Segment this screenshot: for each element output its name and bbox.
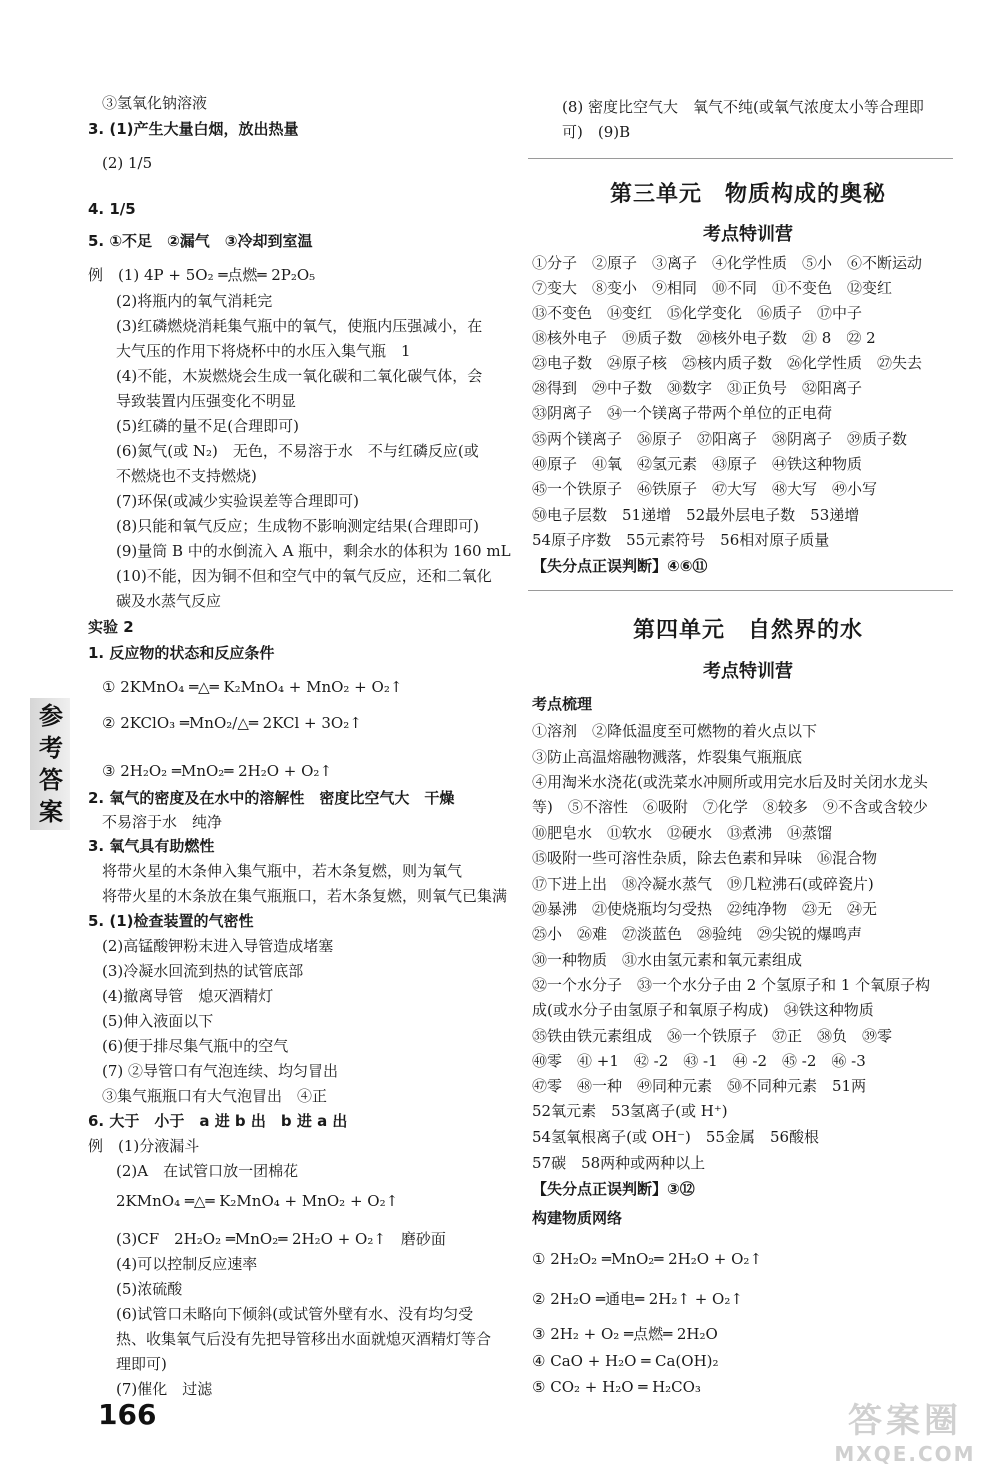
answer-line: 将带火星的木条放在集气瓶瓶口，若木条复燃，则氧气已集满 xyxy=(102,887,508,905)
answer-line: 1. 反应物的状态和反应条件 xyxy=(88,644,275,662)
answer-line: 3. 氧气具有助燃性 xyxy=(88,837,215,855)
section-divider xyxy=(528,590,953,591)
answer-line: ③防止高温熔融物溅落，炸裂集气瓶瓶底 xyxy=(532,748,803,766)
answer-line: (10)不能，因为铜不但和空气中的氧气反应，还和二氧化 xyxy=(116,567,492,585)
answer-line: 等) ⑤不溶性 ⑥吸附 ⑦化学 ⑧较多 ⑨不含或含较少 xyxy=(532,798,928,816)
answer-line: ㉘得到 ㉙中子数 ㉚数字 ㉛正负号 ㉜阳离子 xyxy=(532,379,863,397)
answer-line: 不易溶于水 纯净 xyxy=(102,813,223,831)
answer-line: ㉟铁由铁元素组成 ㊱一个铁原子 ㊲正 ㊳负 ㊴零 xyxy=(532,1027,893,1045)
equation-line: ③ 2H₂ + O₂ ═点燃═ 2H₂O xyxy=(532,1325,718,1343)
answer-line: 例 (1) 4P + 5O₂ ═点燃═ 2P₂O₅ xyxy=(88,266,316,284)
answer-line: ㊿电子层数 51递增 52最外层电子数 53递增 xyxy=(532,506,860,524)
equation-line: ① 2KMnO₄ ═△═ K₂MnO₄ + MnO₂ + O₂↑ xyxy=(102,678,403,696)
answer-line: ③氢氧化钠溶液 xyxy=(102,94,208,112)
equation-line: ② 2KClO₃ ═MnO₂/△═ 2KCl + 3O₂↑ xyxy=(102,714,362,732)
answer-line: 54原子序数 55元素符号 56相对原子质量 xyxy=(532,531,830,549)
watermark-url: MXQE.COM xyxy=(834,1442,976,1466)
equation-line: ⑤ CO₂ + H₂O ═ H₂CO₃ xyxy=(532,1378,701,1396)
answer-line: (2)将瓶内的氧气消耗完 xyxy=(116,292,273,310)
answer-line: ㉝阴离子 ㉞一个镁离子带两个单位的正电荷 xyxy=(532,404,833,422)
answer-line: ㉕小 ㉖难 ㉗淡蓝色 ㉘验纯 ㉙尖锐的爆鸣声 xyxy=(532,925,863,943)
answer-line: (5)浓硫酸 xyxy=(116,1280,183,1298)
answer-line: ⑬不变色 ⑭变红 ⑮化学变化 ⑯质子 ⑰中子 xyxy=(532,304,863,322)
answer-line: (4)可以控制反应速率 xyxy=(116,1255,258,1273)
answer-line: ㊺一个铁原子 ㊻铁原子 ㊼大写 ㊽大写 ㊾小写 xyxy=(532,480,878,498)
equation-line: 2KMnO₄ ═△═ K₂MnO₄ + MnO₂ + O₂↑ xyxy=(116,1192,399,1210)
error-judgment-line: 【失分点正误判断】③⑫ xyxy=(532,1180,695,1198)
answer-line: ⑩肥皂水 ⑪软水 ⑫硬水 ⑬煮沸 ⑭蒸馏 xyxy=(532,824,833,842)
page-number: 166 xyxy=(98,1398,157,1431)
answer-line: 3. (1)产生大量白烟，放出热量 xyxy=(88,120,299,138)
answer-line: (7)环保(或减少实验误差等合理即可) xyxy=(116,492,359,510)
answer-line: (2)A 在试管口放一团棉花 xyxy=(116,1162,299,1180)
answer-line: ①分子 ②原子 ③离子 ④化学性质 ⑤小 ⑥不断运动 xyxy=(532,254,923,272)
section-heading: 考点梳理 xyxy=(532,695,593,713)
equation-line: ① 2H₂O₂ ═MnO₂═ 2H₂O + O₂↑ xyxy=(532,1250,763,1268)
answer-line: ⑳暴沸 ㉑使烧瓶均匀受热 ㉒纯净物 ㉓无 ㉔无 xyxy=(532,900,878,918)
answer-line: ㉓电子数 ㉔原子核 ㉕核内质子数 ㉖化学性质 ㉗失去 xyxy=(532,354,923,372)
answer-line: 可) (9)B xyxy=(562,123,631,141)
answer-line: (4)撤离导管 熄灭酒精灯 xyxy=(102,987,274,1005)
answer-line: ⑦变大 ⑧变小 ⑨相同 ⑩不同 ⑪不变色 ⑫变红 xyxy=(532,279,893,297)
answer-line: (8) 密度比空气大 氧气不纯(或氧气浓度太小等合理即 xyxy=(562,98,924,116)
side-tab-char: 案 xyxy=(39,798,63,826)
answer-line: ㊵原子 ㊶氧 ㊷氢元素 ㊸原子 ㊹铁这种物质 xyxy=(532,455,863,473)
answer-line: ⑰下进上出 ⑱冷凝水蒸气 ⑲几粒沸石(或碎瓷片) xyxy=(532,875,874,893)
equation-line: ④ CaO + H₂O ═ Ca(OH)₂ xyxy=(532,1352,719,1370)
answer-line: (5)红磷的量不足(合理即可) xyxy=(116,417,299,435)
answer-line: 例 (1)分液漏斗 xyxy=(88,1137,200,1155)
answer-line: (7) ②导管口有气泡连续、均匀冒出 xyxy=(102,1062,339,1080)
section-heading: 构建物质网络 xyxy=(532,1209,623,1227)
answer-line: 不燃烧也不支持燃烧) xyxy=(116,467,257,485)
answer-line: 成(或水分子由氢原子和氧原子构成) ㉞铁这种物质 xyxy=(532,1001,874,1019)
answer-line: 5. ①不足 ②漏气 ③冷却到室温 xyxy=(88,232,313,250)
answer-line: ⑮吸附一些可溶性杂质，除去色素和异味 ⑯混合物 xyxy=(532,849,878,867)
watermark-text: 答案圈 xyxy=(848,1401,962,1441)
answer-line: ㊼零 ㊽一种 ㊾同种元素 ㊿不同种元素 51两 xyxy=(532,1077,867,1095)
answer-line: 导致装置内压强变化不明显 xyxy=(116,392,297,410)
answer-line: (4)不能，木炭燃烧会生成一氧化碳和二氧化碳气体，会 xyxy=(116,367,483,385)
side-tab-char: 考 xyxy=(39,734,63,762)
answer-line: (2)高锰酸钾粉末进入导管造成堵塞 xyxy=(102,937,334,955)
answer-line: (8)只能和氧气反应；生成物不影响测定结果(合理即可) xyxy=(116,517,479,535)
answer-line: ①溶剂 ②降低温度至可燃物的着火点以下 xyxy=(532,722,818,740)
answer-line: (6)试管口未略向下倾斜(或试管外壁有水、没有均匀受 xyxy=(116,1305,474,1323)
side-tab-char: 答 xyxy=(39,766,63,794)
answer-line: (6)便于排尽集气瓶中的空气 xyxy=(102,1037,289,1055)
answer-line: ㉚一种物质 ㉛水由氢元素和氧元素组成 xyxy=(532,951,803,969)
answer-line: ㉜一个水分子 ㉝一个水分子由 2 个氢原子和 1 个氧原子构 xyxy=(532,976,931,994)
unit3-title: 第三单元 物质构成的奥秘 xyxy=(609,182,886,207)
answer-line: ④用淘米水浇花(或洗菜水冲厕所或用完水后及时关闭水龙头 xyxy=(532,773,928,791)
answer-line: 6. 大于 小于 a 进 b 出 b 进 a 出 xyxy=(88,1112,348,1130)
answer-line: (3)红磷燃烧消耗集气瓶中的氧气，使瓶内压强减小，在 xyxy=(116,317,483,335)
answer-line: (9)量筒 B 中的水倒流入 A 瓶中，剩余水的体积为 160 mL xyxy=(116,542,511,560)
answer-line: 54氢氧根离子(或 OH⁻) 55金属 56酸根 xyxy=(532,1128,820,1146)
answer-line: (7)催化 过滤 xyxy=(116,1380,213,1398)
unit3-subtitle: 考点特训营 xyxy=(703,224,793,245)
answer-line: 5. (1)检查装置的气密性 xyxy=(88,912,254,930)
answer-line: 2. 氧气的密度及在水中的溶解性 密度比空气大 干燥 xyxy=(88,789,455,807)
answer-line: 4. 1/5 xyxy=(88,200,136,218)
equation-line: ③ 2H₂O₂ ═MnO₂═ 2H₂O + O₂↑ xyxy=(102,762,333,780)
section-divider xyxy=(528,158,953,159)
section-heading: 实验 2 xyxy=(88,618,134,636)
answer-line: (3)冷凝水回流到热的试管底部 xyxy=(102,962,304,980)
answer-line: ㊵零 ㊶ +1 ㊷ -2 ㊸ -1 ㊹ -2 ㊺ -2 ㊻ -3 xyxy=(532,1052,866,1070)
equation-line: (3)CF 2H₂O₂ ═MnO₂═ 2H₂O + O₂↑ 磨砂面 xyxy=(116,1230,446,1248)
side-tab-char: 参 xyxy=(39,702,63,730)
unit4-subtitle: 考点特训营 xyxy=(703,661,793,682)
answer-line: 热、收集氧气后没有先把导管移出水面就熄灭酒精灯等合 xyxy=(116,1330,492,1348)
answer-line: ⑱核外电子 ⑲质子数 ⑳核外电子数 ㉑ 8 ㉒ 2 xyxy=(532,329,876,347)
answer-line: (5)伸入液面以下 xyxy=(102,1012,214,1030)
error-judgment-line: 【失分点正误判断】④⑥⑪ xyxy=(532,557,708,575)
answer-line: (2) 1/5 xyxy=(102,154,153,172)
watermark-logo xyxy=(820,1400,990,1474)
answer-line: (6)氮气(或 N₂) 无色，不易溶于水 不与红磷反应(或 xyxy=(116,442,479,460)
answer-line: ㉟两个镁离子 ㊱原子 ㊲阳离子 ㊳阴离子 ㊴质子数 xyxy=(532,430,908,448)
answer-line: 将带火星的木条伸入集气瓶中，若木条复燃，则为氧气 xyxy=(102,862,463,880)
answer-line: ③集气瓶瓶口有大气泡冒出 ④正 xyxy=(102,1087,328,1105)
answer-line: 57碳 58两种或两种以上 xyxy=(532,1154,706,1172)
answer-line: 碳及水蒸气反应 xyxy=(116,592,222,610)
answer-line: 大气压的作用下将烧杯中的水压入集气瓶 1 xyxy=(116,342,411,360)
equation-line: ② 2H₂O ═通电═ 2H₂↑ + O₂↑ xyxy=(532,1290,743,1308)
reference-answer-side-tab xyxy=(30,698,70,830)
answer-line: 理即可) xyxy=(116,1355,167,1373)
answer-line: 52氧元素 53氢离子(或 H⁺) xyxy=(532,1102,728,1120)
unit4-title: 第四单元 自然界的水 xyxy=(632,618,863,643)
